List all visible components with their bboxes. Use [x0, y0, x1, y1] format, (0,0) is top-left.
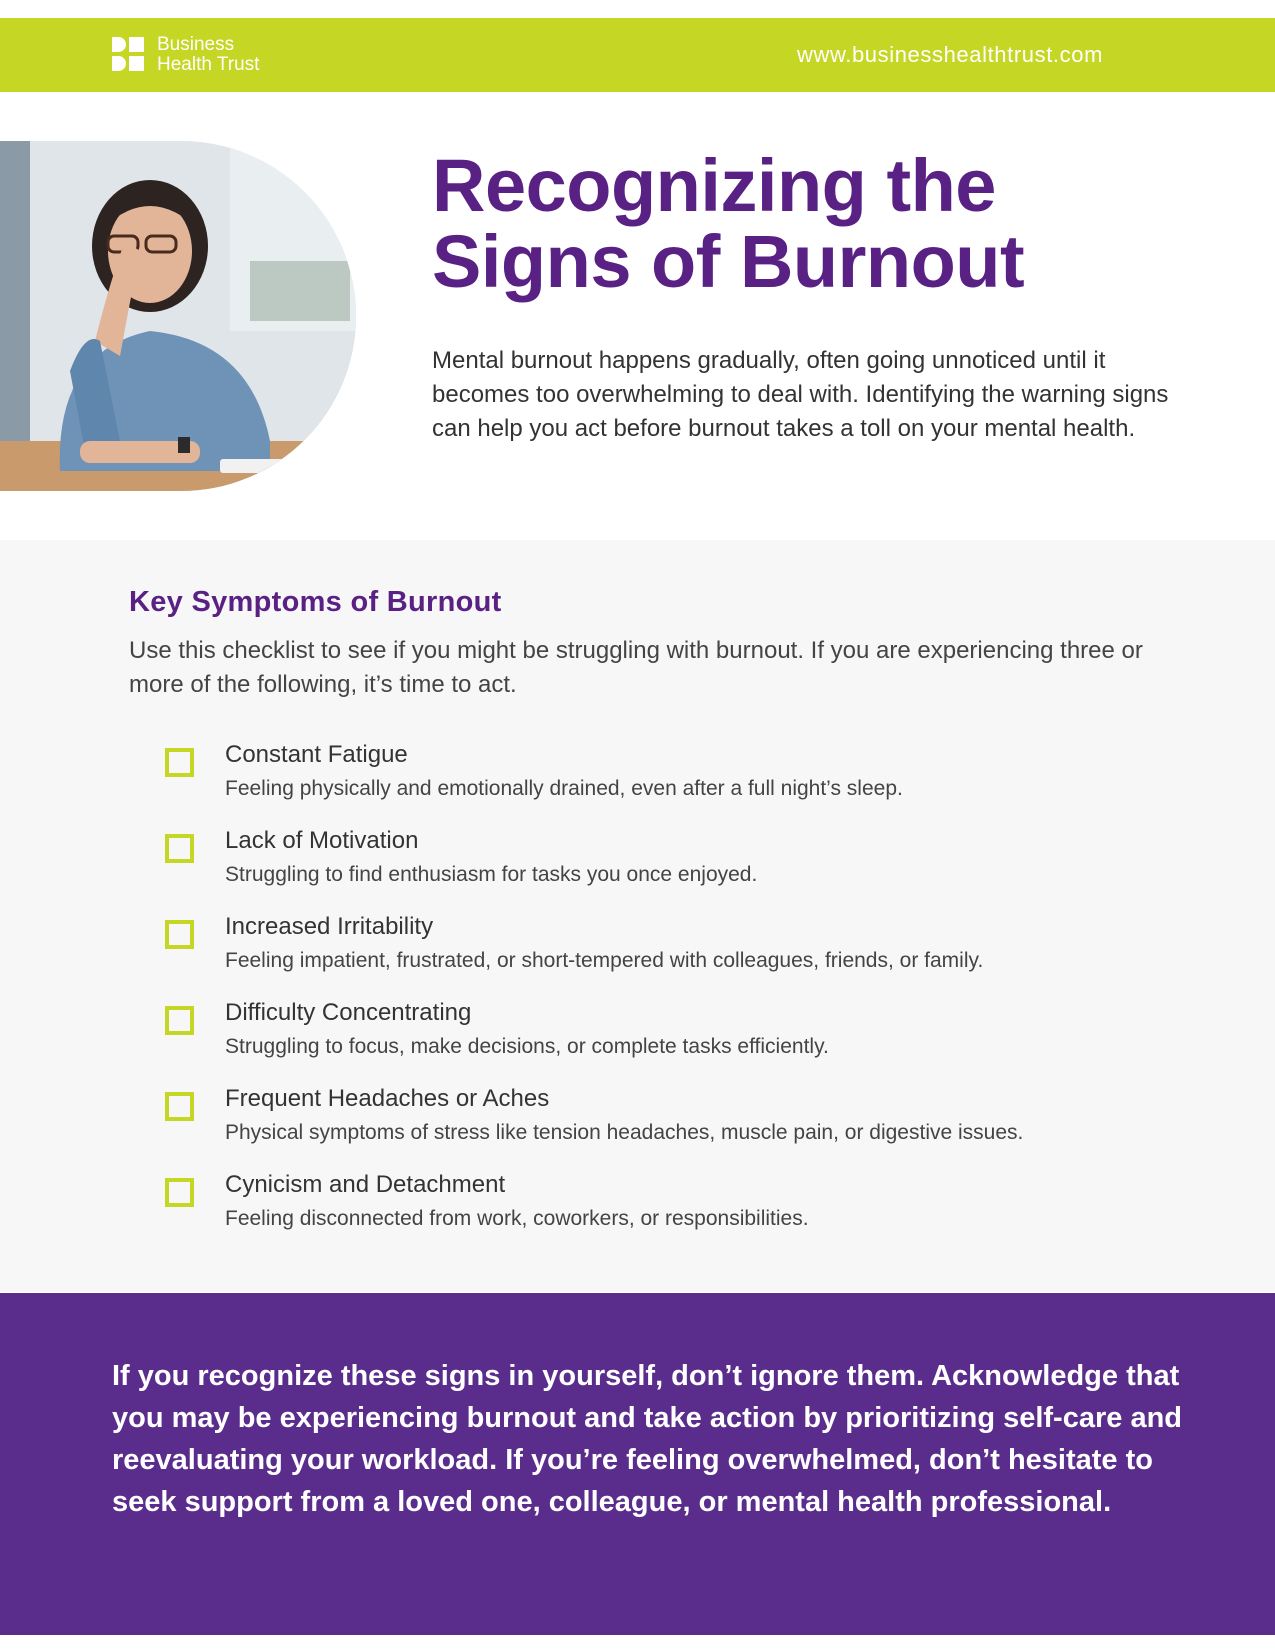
checklist-section: [0, 540, 1275, 1292]
symptom-list: [165, 740, 1165, 1256]
symptom-description: Feeling disconnected from work, coworkers, or responsibilities.: [225, 1207, 809, 1230]
symptom-description: Struggling to find enthusiasm for tasks you once enjoyed.: [225, 863, 758, 886]
footer-message: If you recognize these signs in yourself, don’t ignore them. Acknowledge that you may be experiencing burnout and take action by prioritizing self-care and reevaluating your workload. If you’re feeling overwhelmed, don’t hesitate to seek support from a loved one, colleague, or mental health professional.: [112, 1360, 1182, 1518]
symptom-description: Feeling impatient, frustrated, or short-tempered with colleagues, friends, or family.: [225, 949, 984, 972]
list-item: [165, 912, 1165, 998]
list-item: [165, 998, 1165, 1084]
company-logo: [112, 35, 259, 75]
symptom-title: Increased Irritability: [225, 913, 434, 940]
checkbox-icon[interactable]: [165, 748, 194, 777]
woman-at-desk-illustration: [0, 141, 356, 491]
logo-line-2: Health Trust: [157, 54, 260, 75]
list-item: [165, 740, 1165, 826]
logo-mark-icon: [112, 37, 145, 73]
symptom-description: Physical symptoms of stress like tension headaches, muscle pain, or digestive issues.: [225, 1121, 1024, 1144]
checkbox-icon[interactable]: [165, 1006, 194, 1035]
hero-photo: [0, 141, 356, 491]
checklist-description: Use this checklist to see if you might be struggling with burnout. If you are experiencing three or more of the following, it’s time to act.: [129, 637, 1143, 698]
logo-text: [157, 35, 259, 75]
checklist-heading: Key Symptoms of Burnout: [129, 586, 502, 618]
checkbox-icon[interactable]: [165, 1178, 194, 1207]
list-item: [165, 1084, 1165, 1170]
symptom-title: Frequent Headaches or Aches: [225, 1085, 550, 1112]
list-item: [165, 826, 1165, 912]
checkbox-icon[interactable]: [165, 920, 194, 949]
website-link[interactable]: www.businesshealthtrust.com: [797, 42, 1103, 67]
footer-callout: [0, 1293, 1275, 1635]
symptom-description: Feeling physically and emotionally drained, even after a full night’s sleep.: [225, 777, 903, 800]
symptom-title: Difficulty Concentrating: [225, 999, 472, 1026]
logo-line-1: Business: [157, 34, 235, 55]
symptom-title: Cynicism and Detachment: [225, 1171, 506, 1198]
page-title: Recognizing the Signs of Burnout: [432, 144, 1025, 303]
symptom-title: Lack of Motivation: [225, 827, 419, 854]
intro-paragraph: Mental burnout happens gradually, often going unnoticed until it becomes too overwhelming to deal with. Identifying the warning signs can help you act before burnout takes a toll on your mental health.: [432, 347, 1169, 442]
checkbox-icon[interactable]: [165, 834, 194, 863]
symptom-title: Constant Fatigue: [225, 741, 408, 768]
list-item: [165, 1170, 1165, 1256]
symptom-description: Struggling to focus, make decisions, or complete tasks efficiently.: [225, 1035, 829, 1058]
checkbox-icon[interactable]: [165, 1092, 194, 1121]
header-bar: [0, 18, 1275, 92]
